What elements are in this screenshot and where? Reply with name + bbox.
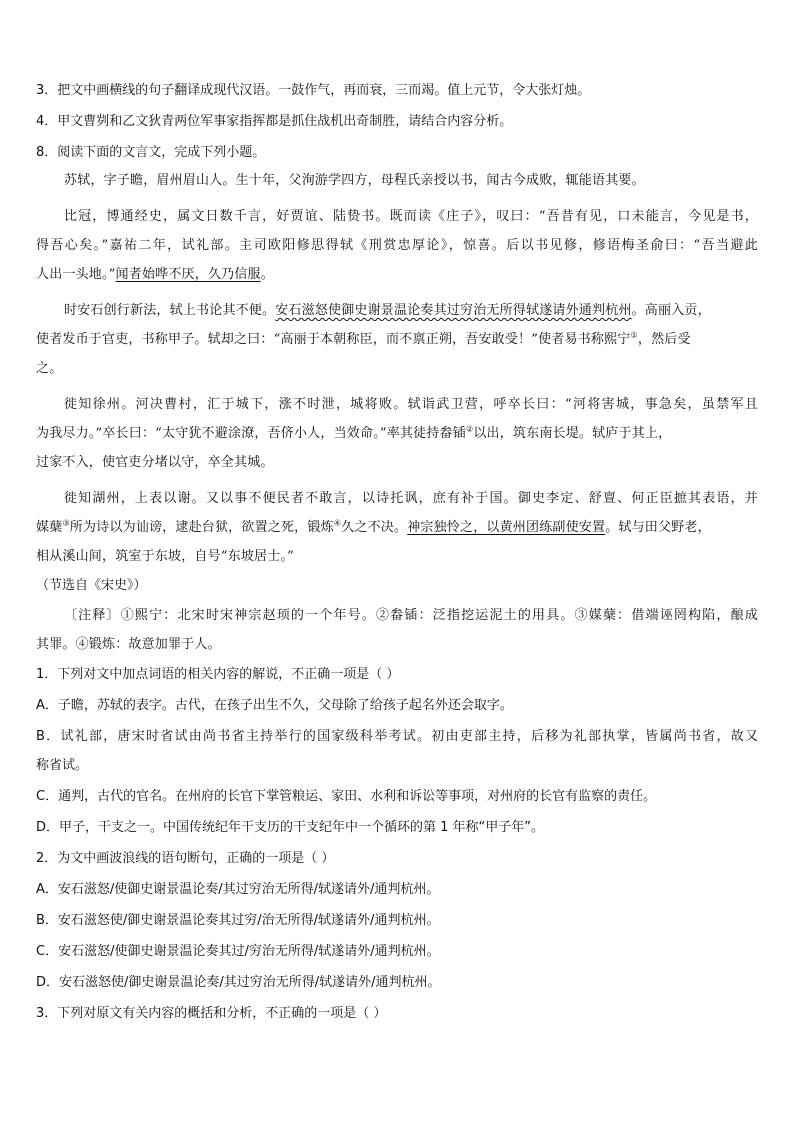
notes-line: 〔注释〕①熙宁：北宋时宋神宗赵顼的一个年号。②畚锸：泛指挖运泥土的用具。③媒蘖：借端诬罔构陷，酿成	[64, 608, 758, 623]
question-1-option-b-cont[interactable]: 称省试。	[36, 758, 89, 773]
passage-line: 过家不入，使官吏分堵以守，卒全其城。	[36, 455, 274, 470]
passage-text: 媒蘖	[36, 520, 63, 535]
question-2-stem: 2．为文中画波浪线的语句断句，正确的一项是（ ）	[36, 851, 335, 866]
passage-line	[36, 424, 758, 444]
passage-paragraph-1: 苏轼，字子瞻，眉州眉山人。生十年，父洵游学四方，母程氏亲授以书，闻古今成败，辄能语其要。	[64, 173, 645, 188]
question-1-option-a[interactable]: A．子瞻，苏轼的表字。古代，在孩子出生不久，父母除了给孩子起名外还会取字。	[36, 698, 513, 713]
underlined-sentence: 神宗独怜之，以黄州团练副使安置	[407, 520, 606, 535]
passage-text: 。高丽入贡，	[631, 303, 711, 318]
question-4-analysis: 4．甲文曹刿和乙文狄青两位军事家指挥都是抓住战机出奇制胜，请结合内容分析。	[36, 114, 513, 129]
passage-text: 时安石创行新法，轼上书论其不便。	[64, 303, 276, 318]
passage-line	[36, 518, 758, 538]
footnote-marker: ①	[630, 330, 638, 340]
question-8-intro: 8．阅读下面的文言文，完成下列小题。	[36, 145, 266, 160]
passage-text: 以出，筑东南长堤。轼庐于其上，	[473, 426, 672, 441]
passage-line: 比冠，博通经史，属文日数千言，好贾谊、陆贽书。既而读《庄子》，叹曰：“吾昔有见，口未能言，今见是书，	[64, 209, 758, 224]
underlined-sentence: 闻者始哗不厌，久乃信服	[115, 267, 261, 282]
passage-line: 徙知徐州。河决曹村，汇于城下，涨不时泄，城将败。轼诣武卫营，呼卒长曰：“河将害城，事急矣，虽禁军且	[64, 397, 758, 412]
question-2-option-b[interactable]: B．安石滋怒使/御史谢景温论奏其过穷/治无所得/轼遂请外/通判杭州。	[36, 913, 440, 928]
question-1-option-b[interactable]: B．试礼部，唐宋时省试由尚书省主持举行的国家级科举考试。初由吏部主持，后移为礼部执掌，皆属尚书省，故又	[36, 729, 758, 744]
passage-line: 相从溪山间，筑室于东坡，自号“东坡居士。”	[36, 549, 294, 564]
question-3-translate: 3．把文中画横线的句子翻译成现代汉语。一鼓作气，再而衰，三而竭。值上元节，令大张灯烛。	[36, 83, 591, 98]
question-1-stem: 1．下列对文中加点词语的相关内容的解说，不正确一项是（ ）	[36, 667, 400, 682]
question-2-option-a[interactable]: A．安石滋怒/使御史谢景温论奏/其过穷治无所得/轼遂请外/通判杭州。	[36, 882, 440, 897]
passage-line	[36, 330, 758, 350]
passage-source: （节选自《宋史》）	[36, 578, 147, 593]
passage-text: 。	[260, 267, 274, 282]
passage-text: 为我尽力。”卒长曰：“太守犹不避涂潦，吾侪小人，当效命。”率其徒持畚锸	[36, 426, 466, 441]
document-page	[36, 78, 758, 1024]
passage-text: 所为诗以为讪谤，逮赴台狱，欲置之死，锻炼	[69, 520, 334, 535]
passage-line: 得吾心矣。”嘉祐二年，试礼部。主司欧阳修思得轼《刑赏忠厚论》，惊喜。后以书见修，修语梅圣俞曰：“吾当避此	[36, 238, 758, 253]
question-2-option-c[interactable]: C．安石滋怒/使御史谢景温论奏其过/穷治无所得/轼遂请外/通判杭州。	[36, 944, 440, 959]
passage-text: 人出一头地。”	[36, 267, 116, 282]
passage-text: 。轼与田父野老，	[605, 520, 711, 535]
wavy-underlined-sentence: 安石滋怒使御史谢景温论奏其过穷治无所得轼遂请外通判杭州	[275, 303, 632, 318]
passage-line	[36, 301, 758, 321]
passage-paragraph-3	[36, 301, 758, 379]
passage-paragraph-2	[36, 207, 758, 285]
question-1-option-c[interactable]: C．通判，古代的官名。在州府的长官下掌管粮运、家田、水利和诉讼等事项，对州府的长官有监察的责任。	[36, 789, 657, 804]
passage-line	[36, 265, 758, 285]
passage-line: 徙知湖州，上表以谢。又以事不便民者不敢言，以诗托讽，庶有补于国。御史李定、舒亶、何正臣摭其表语，并	[64, 491, 758, 506]
passage-paragraph-5	[36, 489, 758, 567]
question-1-option-d[interactable]: D．甲子，干支之一。中国传统纪年干支历的干支纪年中一个循环的第 1 年称“甲子年”。	[36, 820, 545, 835]
passage-notes	[36, 606, 758, 655]
passage-paragraph-4	[36, 395, 758, 473]
question-3-stem: 3．下列对原文有关内容的概括和分析，不正确的一项是（ ）	[36, 1006, 387, 1021]
questions	[36, 665, 758, 1024]
classical-passage	[36, 171, 758, 655]
passage-text: ，然后受	[637, 332, 691, 347]
footnote-marker: ③	[62, 518, 70, 528]
passage-text: 久之不决。	[341, 520, 408, 535]
passage-line: 之。	[36, 361, 63, 376]
question-2-option-d[interactable]: D．安石滋怒使/御史谢景温论奏/其过穷治无所得/轼遂请外/通判杭州。	[36, 975, 441, 990]
notes-line: 其罪。④锻炼：故意加罪于人。	[36, 637, 221, 652]
footnote-marker: ④	[333, 518, 342, 528]
passage-text: 使者发币于官吏，书称甲子。轼却之曰：“高丽于本朝称臣，而不禀正朔，吾安敢受！”使者易书称熙宁	[36, 332, 631, 347]
footnote-marker: ②	[465, 424, 474, 434]
